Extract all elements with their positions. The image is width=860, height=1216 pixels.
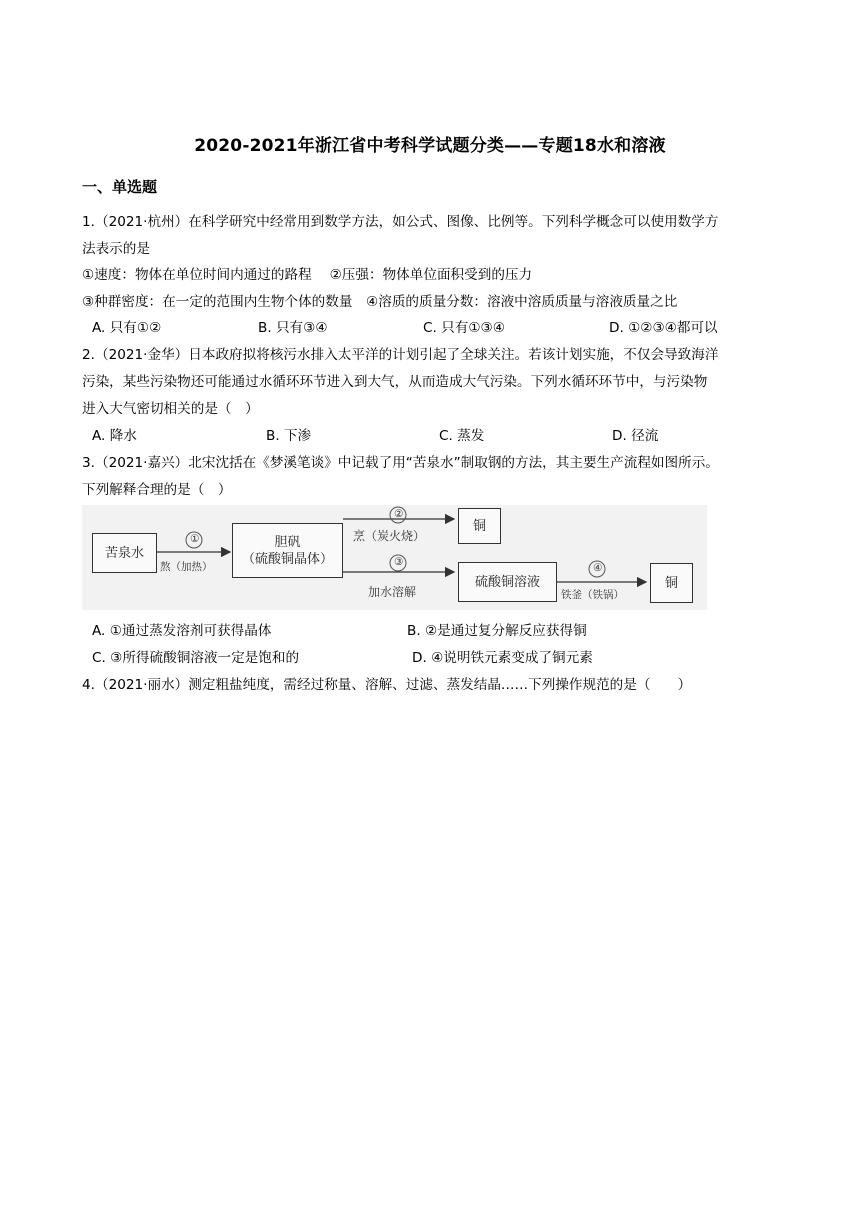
question-1-text-line-2: 法表示的是 [82, 241, 150, 257]
step-3-marker: ③ [394, 556, 404, 568]
question-4-text-line-1: 4.（2021·丽水）测定粗盐纯度，需经过称量、溶解、过滤、蒸发结晶……下列操作规范的是（ ） [82, 677, 692, 693]
question-2-option-c[interactable]: C. 蒸发 [439, 428, 485, 444]
step-4-marker: ④ [593, 562, 603, 574]
question-3-text-line-1: 3.（2021·嘉兴）北宋沈括在《梦溪笔谈》中记载了用“苦泉水”制取钢的方法，其主要生产流程如图所示。 [82, 455, 719, 471]
question-2-text-line-3: 进入大气密切相关的是（ ） [82, 401, 259, 417]
question-3-text-line-2: 下列解释合理的是（ ） [82, 482, 232, 498]
document-title: 2020-2021年浙江省中考科学试题分类——专题18水和溶液 [194, 136, 666, 156]
question-3-option-d[interactable]: D. ④说明铁元素变成了铜元素 [412, 650, 593, 666]
question-3-option-a[interactable]: A. ①通过蒸发溶剂可获得晶体 [92, 623, 272, 639]
question-1-option-b[interactable]: B. 只有③④ [258, 320, 328, 336]
question-3-option-b[interactable]: B. ②是通过复分解反应获得铜 [407, 623, 587, 639]
section-heading: 一、单选题 [82, 178, 158, 196]
question-2-text-line-1: 2.（2021·金华）日本政府拟将核污水排入太平洋的计划引起了全球关注。若该计划实施，不仅会导致海洋 [82, 347, 719, 363]
copper-sulfate-solution-box: 硫酸铜溶液 [458, 562, 557, 602]
process-flow-figure [82, 505, 707, 610]
question-1-text-line-1: 1.（2021·杭州）在科学研究中经常用到数学方法，如公式、图像、比例等。下列科学概念可以使用数学方 [82, 214, 719, 230]
question-2-option-d[interactable]: D. 径流 [612, 428, 659, 444]
source-water-box: 苦泉水 [92, 533, 157, 573]
question-3-option-c[interactable]: C. ③所得硫酸铜溶液一定是饱和的 [92, 650, 300, 666]
step-1-note: 熬（加热） [160, 561, 213, 573]
question-2-option-a[interactable]: A. 降水 [92, 428, 137, 444]
copper-box-2: 铜 [650, 563, 693, 603]
question-1-text-line-4: ③种群密度：在一定的范围内生物个体的数量 ④溶质的质量分数：溶液中溶质质量与溶液质量之比 [82, 294, 678, 310]
question-1-option-a[interactable]: A. 只有①② [92, 320, 162, 336]
question-2-option-b[interactable]: B. 下渗 [266, 428, 312, 444]
step-3-note: 加水溶解 [368, 585, 417, 599]
question-2-text-line-2: 污染，某些污染物还可能通过水循环环节进入到大气，从而造成大气污染。下列水循环环节中，与污染物 [82, 374, 708, 390]
step-2-marker: ② [394, 508, 404, 520]
question-1-text-line-3: ①速度：物体在单位时间内通过的路程 ②压强：物体单位面积受到的压力 [82, 267, 533, 283]
question-1-option-c[interactable]: C. 只有①③④ [423, 320, 505, 336]
step-4-note: 铁釜（铁锅） [561, 589, 624, 601]
step-2-note: 烹（炭火烧） [353, 529, 426, 543]
copper-box-1: 铜 [458, 508, 501, 544]
question-1-option-d[interactable]: D. ①②③④都可以 [609, 320, 718, 336]
crystal-box-line-1: 胆矾 [274, 534, 301, 550]
crystal-box [232, 523, 343, 578]
step-1-marker: ① [190, 533, 200, 545]
crystal-box-line-2: （硫酸铜晶体） [241, 551, 333, 567]
